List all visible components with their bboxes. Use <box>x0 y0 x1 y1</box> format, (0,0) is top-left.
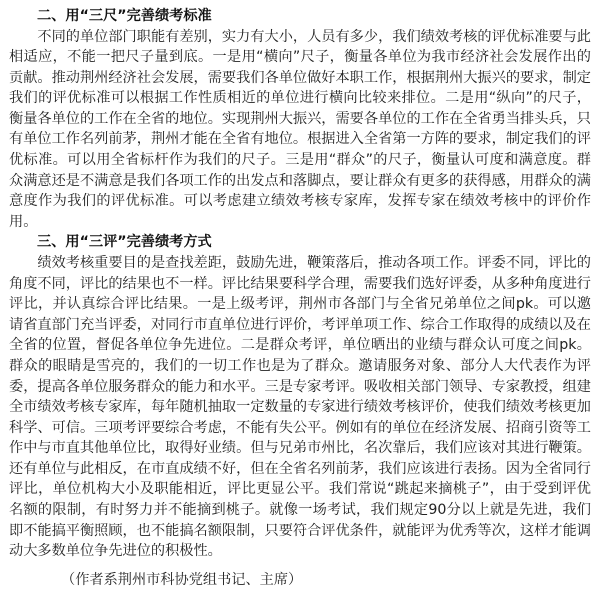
author-byline: （作者系荆州市科协党组书记、主席） <box>61 571 303 588</box>
section-paragraph-methods: 绩效考核重要目的是查找差距，鼓励先进，鞭策落后，推动各项工作。评委不同，评比的角度不同，评比的结果也不一样。评比结果要科学合理，需要我们选好评委，从多种角度进行评比，并认真综合评比结果。一是上级考评，荆州市各部门与全省兄弟单位之间pk。可以邀请省直部门充当评委，对同行市直单位进行评价，考评单项工作、综合工作取得的成绩以及在全省的位置，督促各单位争先进位。二是群众考评，单位晒出的业绩与群众认可度之间pk。群众的眼睛是雪亮的，我们的一切工作也是为了群众。邀请服务对象、部分人大代表作为评委，提高各单位服务群众的能力和水平。三是专家考评。吸收相关部门领导、专家教授，组建全市绩效考核专家库，每年随机抽取一定数量的专家进行绩效考核评价，使我们绩效考核更加科学、可信。三项考评要综合考虑，不能有失公平。例如有的单位在经济发展、招商引资等工作中与市直其他单位比，取得好业绩。但与兄弟市州比，名次靠后，我们应该对其进行鞭策。还有单位与此相反，在市直成绩不好，但在全省名列前茅，我们应该进行表扬。因为全省同行评比，单位机构大小及职能相近，评比更显公平。我们常说“跳起来摘桃子”，由于受到评优名额的限制，有时努力并不能摘到桃子。就像一场考试，我们规定90分以上就是先进，我们即不能搞平衡照顾，也不能搞名额限制，只要符合评优条件，就能评为优秀等次，这样才能调动大多数单位争先进位的积极性。 <box>9 254 591 560</box>
section-paragraph-standards: 不同的单位部门职能有差别，实力有大小，人员有多少，我们绩效考核的评优标准要与此相适应，不能一把尺子量到底。一是用“横向”尺子，衡量各单位为我市经济社会发展作出的贡献。推动荆州经济社会发展，需要我们各单位做好本职工作，根据荆州大振兴的要求，制定我们的评优标准可以根据工作性质相近的单位进行横向比较来排位。二是用“纵向”的尺子，衡量各单位的工作在全省的地位。实现荆州大振兴，需要各单位的工作在全省勇当排头兵，只有单位工作名列前茅，荆州才能在全省有地位。根据进入全省第一方阵的要求，制定我们的评优标准。可以用全省标杆作为我们的尺子。三是用“群众”的尺子，衡量认可度和满意度。群众满意还是不满意是我们各项工作的出发点和落脚点，要让群众有更多的获得感，用群众的满意度作为我们的评优标准。可以考虑建立绩效考核专家库，发挥专家在绩效考核中的评价作用。 <box>9 28 591 230</box>
section-heading-methods: 三、用“三评”完善绩考方式 <box>37 234 212 251</box>
section-heading-standards: 二、用“三尺”完善绩考标准 <box>37 8 212 24</box>
